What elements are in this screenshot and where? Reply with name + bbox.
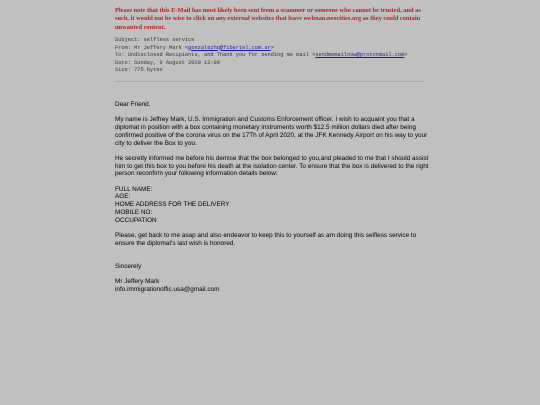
to-suffix: > [404, 52, 408, 59]
closing: Sincerely [115, 262, 142, 270]
subject-row [115, 37, 407, 45]
from-name: Mr Jeffery Mark < [134, 44, 189, 51]
paragraph-2: He secretly informed me before his demise that the box belonged to you,and pleaded to me that I should assist him to get this box to you before his death at the isolation center. To ensure that the box is delivered to the right person reconfirm your following information details below: [115, 154, 429, 178]
to-row [115, 52, 407, 60]
signature-email: info.immigrationoffic.usa@gmail.com [115, 285, 220, 293]
to-prefix: Undisclosed Recipients, and Thank you for sending me mail < [127, 52, 316, 59]
subject-label: Subject: [115, 37, 141, 43]
field-mobile: MOBILE NO: [115, 208, 153, 216]
date-row [115, 60, 407, 68]
field-full-name: FULL NAME: [115, 185, 153, 193]
size-row [115, 67, 407, 75]
date-label: Date: [115, 59, 131, 66]
field-occupation: OCCUPATION [115, 216, 157, 224]
from-label: From: [115, 44, 131, 51]
from-email-link[interactable]: gonzalezhq@fibertel.com.ar [188, 44, 271, 51]
paragraph-3: Please, get back to me asap and also endeavor to keep this to yourself as am doing this selfless service to ensure the diplomat's last wish is honored. [115, 231, 417, 247]
to-email-link[interactable]: sendmemailnow@protonmail.com [315, 52, 405, 59]
field-age: AGE: [115, 193, 131, 201]
size-label: Size: [115, 67, 131, 74]
scam-warning: Please note that this E-Mail has most likely been sent from a scammer or someone who cannot be trusted, and as such, it would not be wise to click on any external websites that leave owlman.neocities.org as they could contain unwanted content. [115, 7, 421, 31]
from-row [115, 45, 407, 53]
header-divider [115, 81, 425, 82]
from-suffix: > [270, 44, 274, 51]
field-address: HOME ADDRESS FOR THE DELIVERY [115, 201, 230, 209]
paragraph-1: My name is Jeffrey Mark, U.S. Immigration and Customs Enforcement officer. I wish to acquaint you that a diplomat in position with a box containing monetary instruments worth $12.5 million dollars died after being confirmed positive of the corona virus on the 17Th of April 2020, at the JFK Kennedy Airport on his way to your city to deliver the Box to you. [115, 116, 428, 147]
email-body [115, 101, 430, 293]
email-headers [115, 37, 407, 75]
date-value: Sunday, 9 August 2020 12:00 [134, 59, 220, 66]
subject-value: selfless service [143, 37, 195, 43]
greeting: Dear Friend, [115, 101, 151, 108]
to-label: To: [115, 52, 125, 59]
signature-name: Mr Jeffery Mark [115, 278, 160, 286]
size-value: 775 bytes [134, 67, 163, 74]
